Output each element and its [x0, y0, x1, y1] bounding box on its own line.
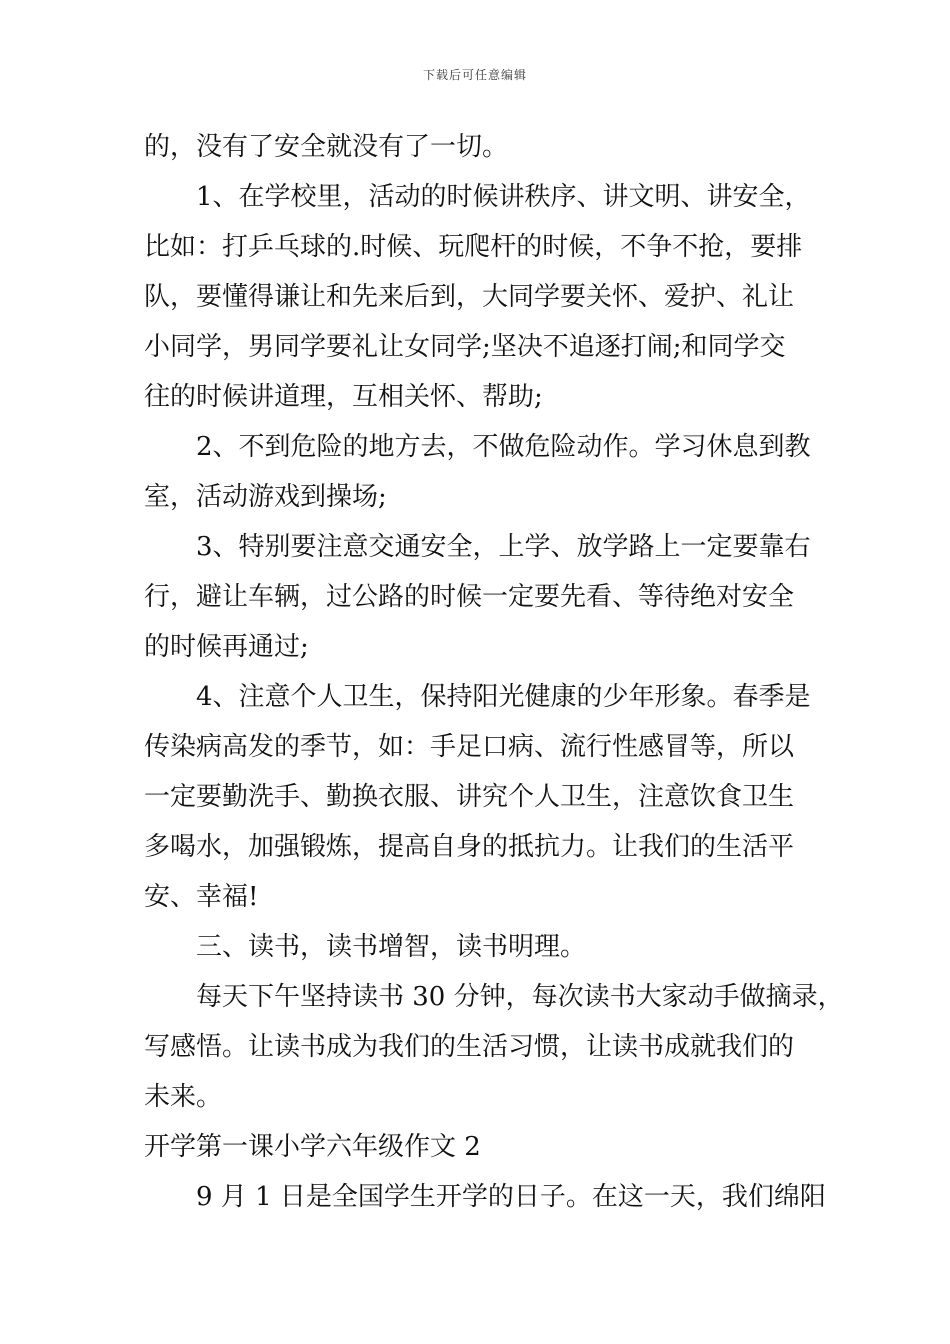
text-line: 的，没有了安全就没有了一切。: [144, 132, 509, 162]
text-line: 往的时候讲道理，互相关怀、帮助;: [144, 382, 543, 412]
section-heading: 开学第一课小学六年级作文 2: [144, 1132, 481, 1162]
document-body: [144, 127, 844, 1227]
text-line: 比如：打乒乓球的.时候、玩爬杆的时候，不争不抢，要排: [144, 232, 803, 262]
text-line: 每天下午坚持读书 30 分钟，每次读书大家动手做摘录，: [196, 982, 844, 1012]
text-line: 的时候再通过;: [144, 632, 309, 662]
text-line: 1、在学校里，活动的时候讲秩序、讲文明、讲安全，: [196, 182, 811, 212]
text-line: 小同学，男同学要礼让女同学;坚决不追逐打闹;和同学交: [144, 332, 786, 362]
text-line: 2、不到危险的地方去，不做危险动作。学习休息到教: [196, 432, 811, 462]
text-line: 队，要懂得谦让和先来后到，大同学要关怀、爱护、礼让: [144, 282, 795, 312]
text-line: 行，避让车辆，过公路的时候一定要先看、等待绝对安全: [144, 582, 795, 612]
text-line: 传染病高发的季节，如：手足口病、流行性感冒等，所以: [144, 732, 795, 762]
text-line: 3、特别要注意交通安全，上学、放学路上一定要靠右: [196, 532, 811, 562]
text-line: 多喝水，加强锻炼，提高自身的抵抗力。让我们的生活平: [144, 832, 795, 862]
text-line: 4、注意个人卫生，保持阳光健康的少年形象。春季是: [196, 682, 811, 712]
text-line: 安、幸福!: [144, 882, 259, 912]
text-line: 9 月 1 日是全国学生开学的日子。在这一天，我们绵阳: [196, 1182, 826, 1212]
page-header: 下载后可任意编辑: [422, 68, 527, 82]
text-line: 写感悟。让读书成为我们的生活习惯，让读书成就我们的: [144, 1032, 795, 1062]
text-line: 室，活动游戏到操场;: [144, 482, 387, 512]
text-line: 三、读书，读书增智，读书明理。: [196, 932, 587, 962]
text-line: 未来。: [144, 1082, 223, 1112]
text-line: 一定要勤洗手、勤换衣服、讲究个人卫生，注意饮食卫生: [144, 782, 795, 812]
